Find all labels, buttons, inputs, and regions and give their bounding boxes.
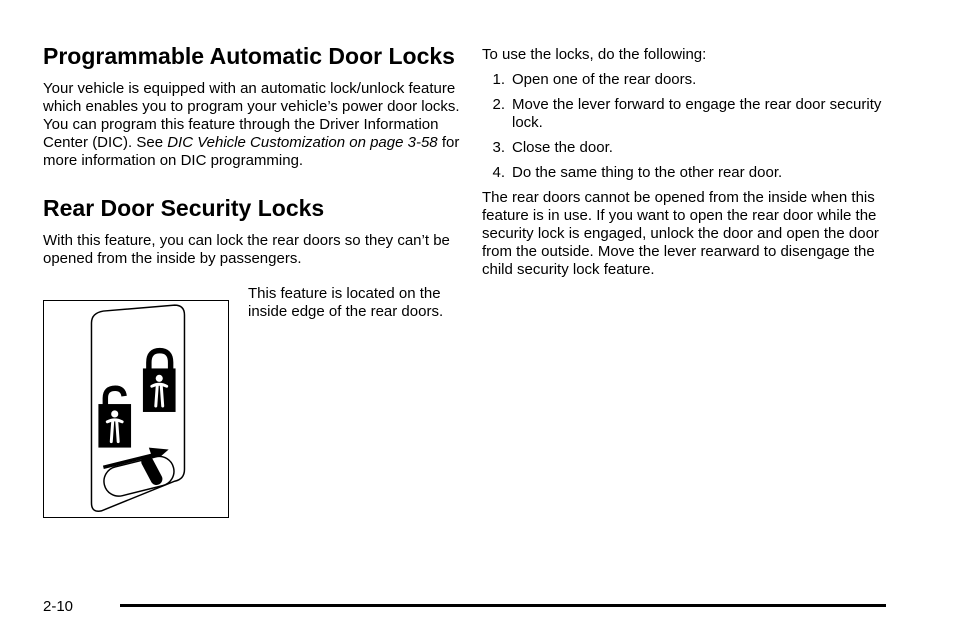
step-text: Close the door.	[512, 139, 613, 156]
list-item	[482, 71, 902, 89]
right-column	[482, 46, 902, 279]
step-number: 3.	[492, 139, 505, 156]
steps-list	[482, 71, 902, 182]
list-item	[482, 139, 902, 157]
security-lock-paragraph: The rear doors cannot be opened from the inside when this feature is in use. If you want to open the rear door while the security lock is engaged, unlock the door and open the door from the outside. Move the lever rearward to disengage the child security lock feature.	[482, 189, 879, 278]
footer-rule	[120, 604, 886, 607]
step-number: 1.	[492, 71, 505, 88]
section-title-programmable-locks: Programmable Automatic Door Locks	[43, 43, 455, 69]
left-column	[43, 42, 463, 520]
child-security-lock-illustration	[43, 300, 229, 518]
steps-intro: To use the locks, do the following:	[482, 46, 707, 63]
step-text: Open one of the rear doors.	[512, 71, 697, 88]
list-item	[482, 96, 902, 132]
rear-door-security-intro: With this feature, you can lock the rear doors so they can’t be opened from the inside by passengers.	[43, 232, 450, 267]
paragraph-text-after-ref: for more information on DIC programming.	[43, 134, 460, 169]
step-number: 2.	[492, 96, 505, 113]
dic-customization-reference: DIC Vehicle Customization on page 3-58	[167, 134, 438, 151]
step-number: 4.	[492, 164, 505, 181]
figure-row	[43, 285, 463, 520]
page-number: 2-10	[43, 598, 74, 615]
step-text: Move the lever forward to engage the rear door security lock.	[512, 96, 882, 131]
step-text: Do the same thing to the other rear door.	[512, 164, 783, 181]
list-item	[482, 164, 902, 182]
section-title-rear-door-security: Rear Door Security Locks	[43, 195, 325, 221]
paragraph-text-before-ref: Your vehicle is equipped with an automatic lock/unlock feature which enables you to program your vehicle’s power door locks. You can program this feature through the Driver Information Center (DIC). See	[43, 80, 460, 151]
illustration-caption: This feature is located on the inside edge of the rear doors.	[248, 285, 444, 320]
programmable-locks-paragraph	[43, 80, 463, 170]
